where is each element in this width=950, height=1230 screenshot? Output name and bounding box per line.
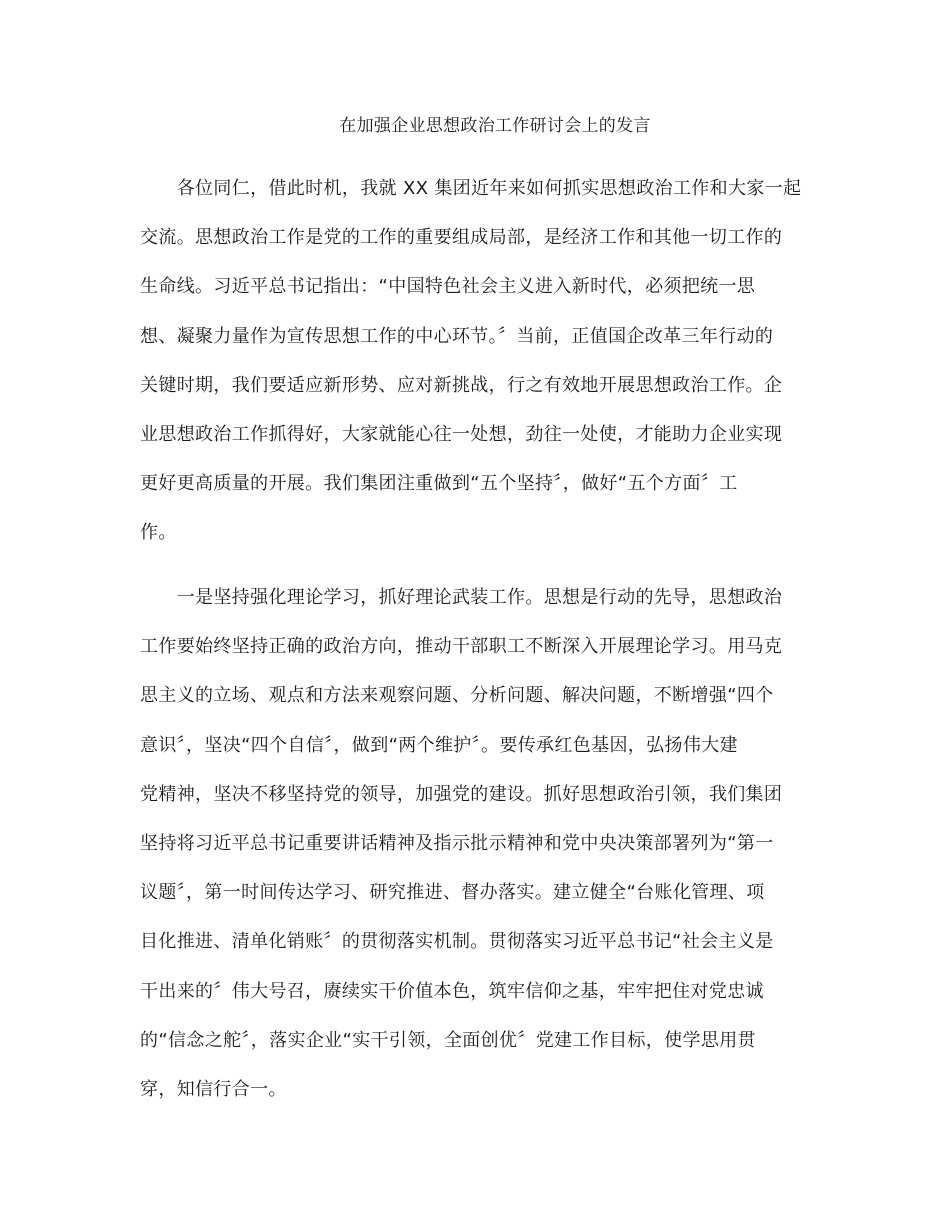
- text-line: 坚持将习近平总书记重要讲话精神及指示批示精神和党中央决策部署列为“第一: [140, 832, 774, 854]
- text-line: 生命线。习近平总书记指出：“中国特色社会主义进入新时代，必须把统一思: [140, 276, 756, 298]
- text-line: 议题〞，第一时间传达学习、研究推进、督办落实。建立健全“台账化管理、项: [140, 882, 765, 904]
- text-line: 的“信念之舵〞，落实企业“实干引领，全面创优〞党建工作目标，使学思用贯: [140, 1029, 756, 1051]
- text-line: 业思想政治工作抓得好，大家就能心往一处想，劲往一处使，才能助力企业实现: [140, 423, 783, 445]
- paragraph-intro: [140, 164, 820, 558]
- text-line: 一是坚持强化理论学习，抓好理论武装工作。思想是行动的先导，思想政治: [140, 587, 783, 608]
- text-line: 工作要始终坚持正确的政治方向，推动干部职工不断深入开展理论学习。用马克: [140, 636, 783, 658]
- text-line: 关键时期，我们要适应新形势、应对新挑战，行之有效地开展思想政治工作。企: [140, 374, 783, 396]
- document-title: 在加强企业思想政治工作研讨会上的发言: [339, 116, 651, 136]
- text-line: 干出来的〞伟大号召，赓续实干价值本色，筑牢信仰之基，牢牢把住对党忠诚: [140, 980, 764, 1002]
- text-line: 各位同仁，借此时机，我就 XX 集团近年来如何抓实思想政治工作和大家一起: [140, 178, 802, 199]
- text-line: 目化推进、清单化销账〞的贯彻落实机制。贯彻落实习近平总书记“社会主义是: [140, 931, 774, 953]
- text-line: 作。: [140, 522, 177, 544]
- text-line: 交流。思想政治工作是党的工作的重要组成局部，是经济工作和其他一切工作的: [140, 227, 783, 249]
- text-line: 想、凝聚力量作为宣传思想工作的中心环节。〞当前，正值国企改革三年行动的: [140, 325, 774, 347]
- text-line: 思主义的立场、观点和方法来观察问题、分析问题、解决问题，不断增强“四个: [140, 685, 774, 707]
- text-line: 意识〞，坚决“四个自信〞，做到“两个维护〞。要传承红色基因，弘扬伟大建: [140, 734, 738, 756]
- text-line: 穿，知信行合一。: [140, 1078, 287, 1100]
- text-line: 党精神，坚决不移坚持党的领导，加强党的建设。抓好思想政治引领，我们集团: [140, 783, 783, 805]
- text-line: 更好更高质量的开展。我们集团注重做到“五个坚持〞，做好“五个方面〞工: [140, 473, 738, 495]
- paragraph-theory-study: [140, 573, 820, 1114]
